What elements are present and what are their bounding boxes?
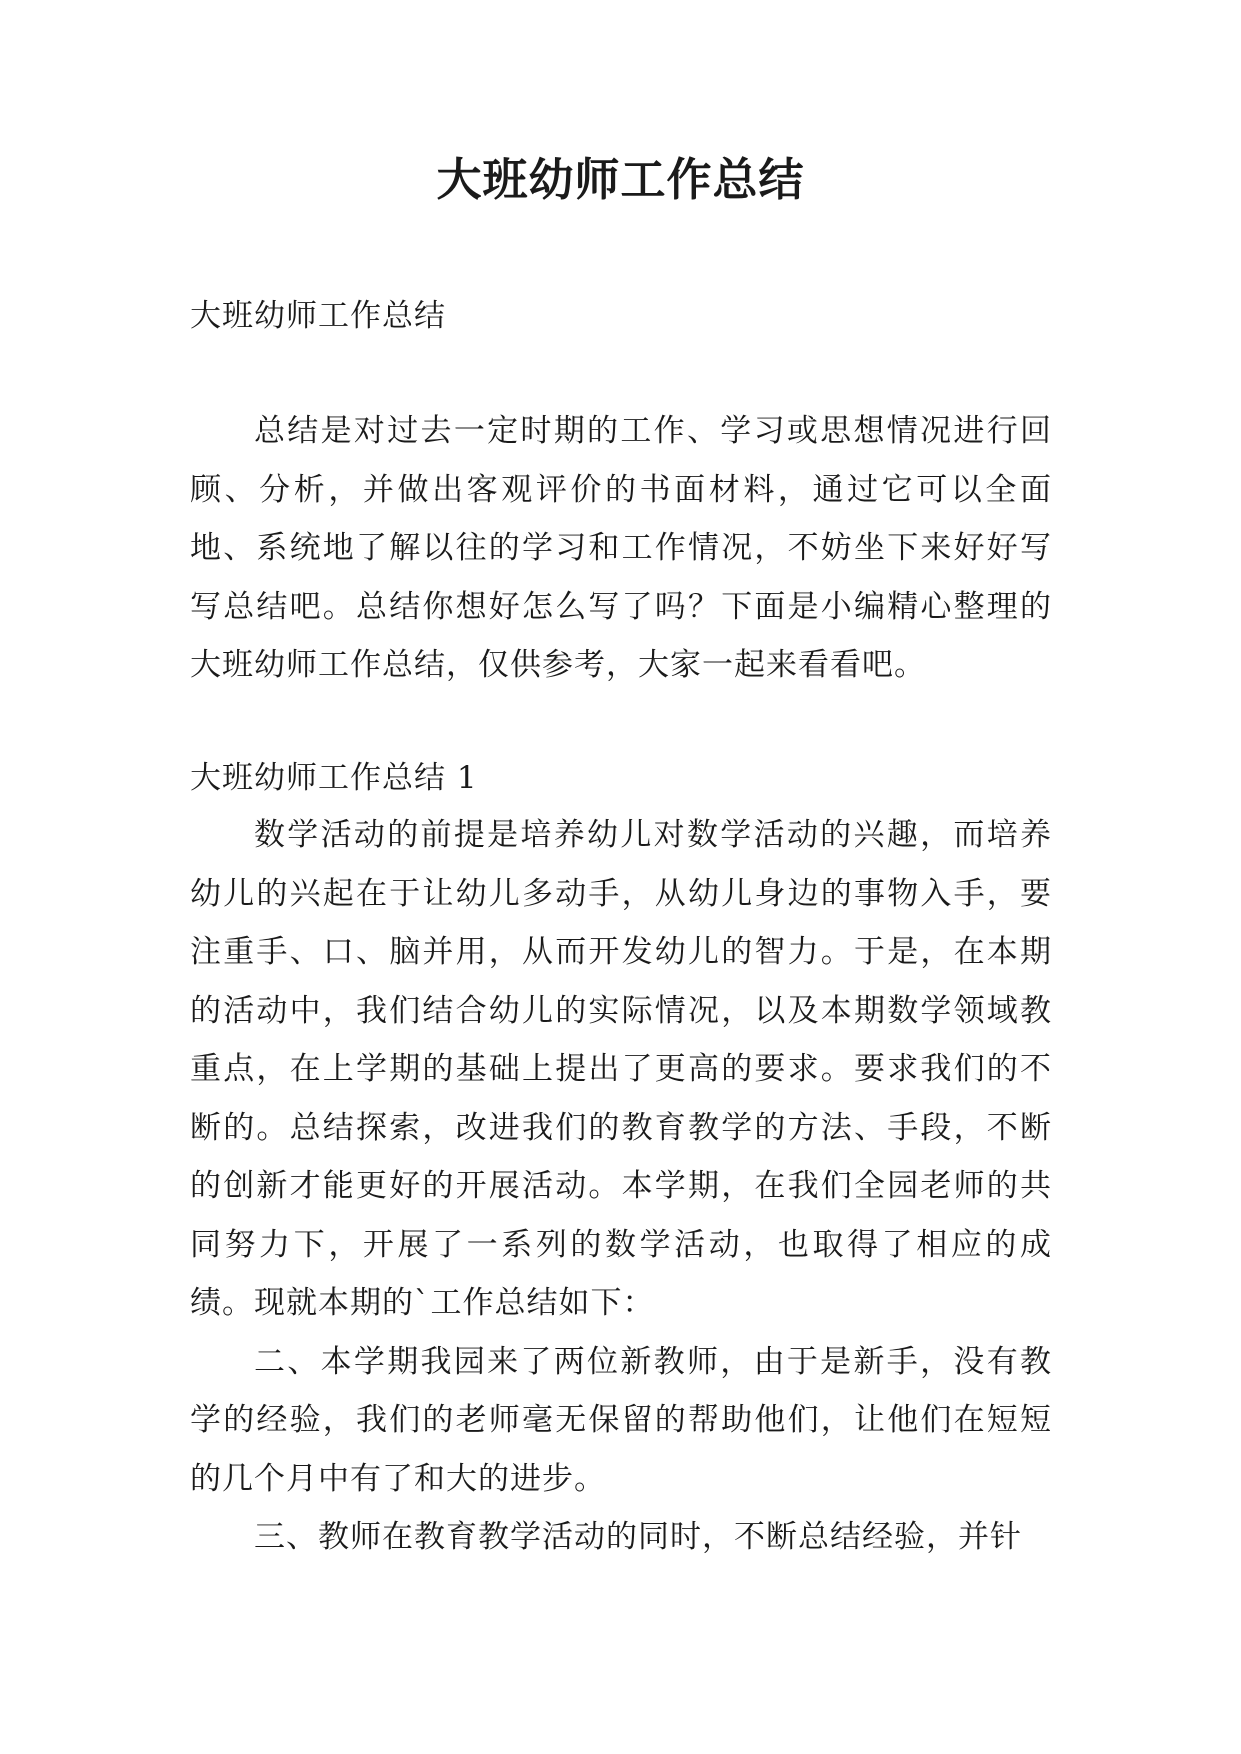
section-heading: 大班幼师工作总结 1	[190, 760, 478, 796]
section-body	[190, 806, 1052, 1567]
body-paragraph-3: 三、教师在教育教学活动的同时，不断总结经验，并针	[254, 1519, 1022, 1555]
body-paragraph-1: 数学活动的前提是培养幼儿对数学活动的兴趣，而培养幼儿的兴起在于让幼儿多动手，从幼儿身边的事物入手，要注重手、口、脑并用，从而开发幼儿的智力。于是，在本期的活动中，我们结合幼儿的实际情况，以及本期数学领域教重点，在上学期的基础上提出了更高的要求。要求我们的不断的。总结探索，改进我们的教育教学的方法、手段，不断的创新才能更好的开展活动。本学期，在我们全园老师的共同努力下，开展了一系列的数学活动，也取得了相应的成绩。现就本期的`工作总结如下：	[190, 817, 1052, 1321]
document-subtitle: 大班幼师工作总结	[190, 298, 446, 334]
intro-paragraph: 总结是对过去一定时期的工作、学习或思想情况进行回顾、分析，并做出客观评价的书面材料，通过它可以全面地、系统地了解以往的学习和工作情况，不妨坐下来好好写写总结吧。总结你想好怎么写了吗？下面是小编精心整理的大班幼师工作总结，仅供参考，大家一起来看看吧。	[190, 413, 1052, 683]
body-paragraph-2: 二、本学期我园来了两位新教师，由于是新手，没有教学的经验，我们的老师毫无保留的帮助他们，让他们在短短的几个月中有了和大的进步。	[190, 1343, 1052, 1497]
document-title: 大班幼师工作总结	[436, 153, 805, 206]
